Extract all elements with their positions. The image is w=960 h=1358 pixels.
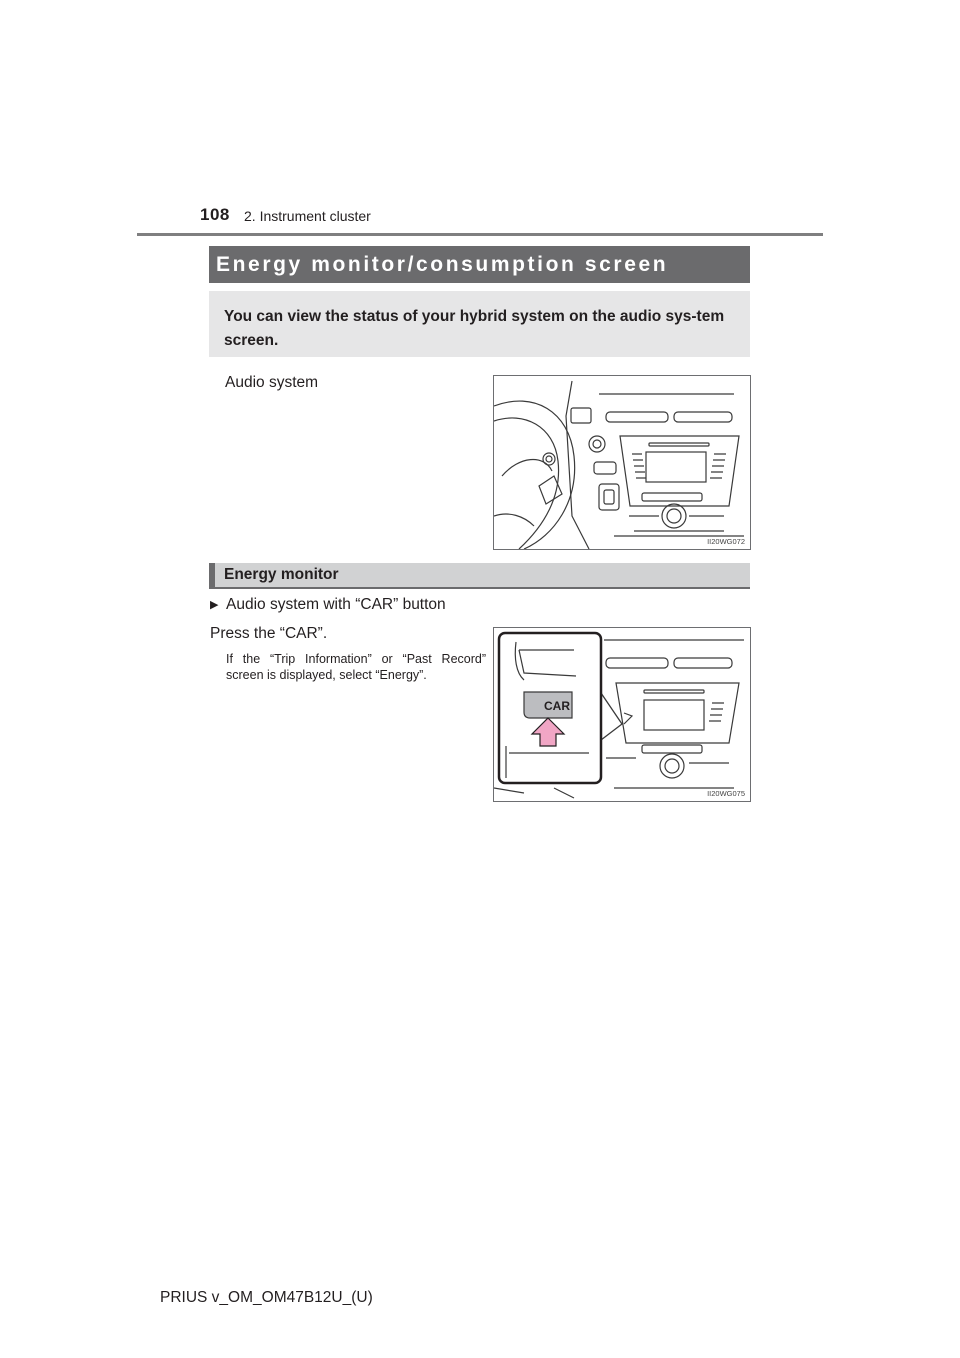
step-text: Press the “CAR”. xyxy=(210,625,328,642)
subsection-title: Energy monitor xyxy=(224,566,339,583)
figure-code: II20WG072 xyxy=(707,537,745,546)
header-divider xyxy=(137,233,823,236)
page-number: 108 xyxy=(200,205,230,224)
intro-text: You can view the status of your hybrid system on the audio sys-tem screen. xyxy=(224,308,725,349)
dashboard-steering-wheel-figure xyxy=(493,375,751,550)
audio-system-label: Audio system xyxy=(225,374,319,391)
car-button: CAR xyxy=(544,699,570,713)
footer-doc-id: PRIUS v_OM_OM47B12U_(U) xyxy=(160,1289,373,1306)
triangle-bullet-icon: ▶ xyxy=(210,599,219,611)
dashboard-car-button-figure xyxy=(493,627,751,802)
dashboard-drawing xyxy=(494,376,750,549)
car-button-drawing xyxy=(494,628,750,801)
section-title: Energy monitor/consumption screen xyxy=(216,253,669,276)
bullet-item xyxy=(210,596,446,614)
bullet-text: Audio system with “CAR” button xyxy=(226,596,446,613)
note-text: If the “Trip Information” or “Past Record” screen is displayed, select “Energy”. xyxy=(226,652,486,682)
figure-code: II20WG075 xyxy=(707,789,745,798)
chapter-title: 2. Instrument cluster xyxy=(244,208,371,224)
subsection-accent xyxy=(209,563,215,587)
